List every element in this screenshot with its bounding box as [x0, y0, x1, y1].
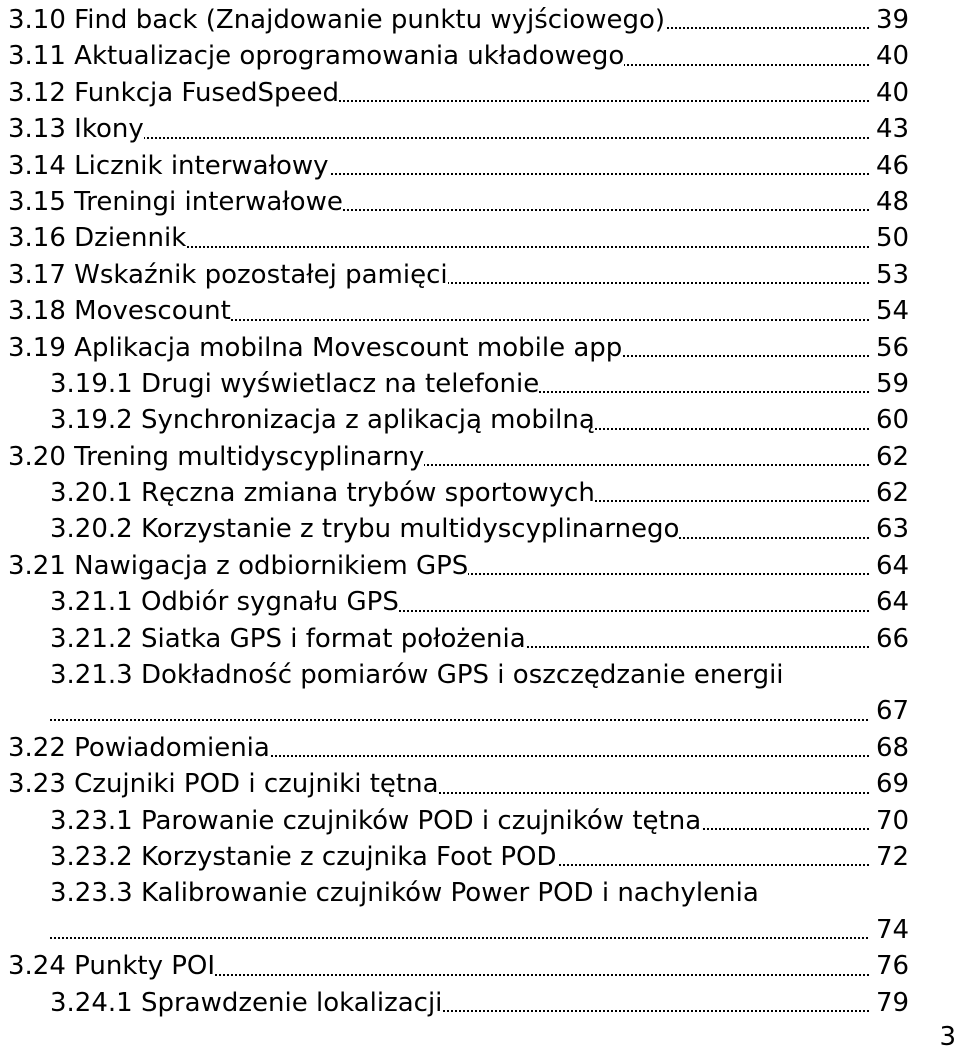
toc-entry-title: 3.11 Aktualizacje oprogramowania układowego: [8, 38, 624, 74]
toc-entry-page: 46: [870, 148, 928, 184]
toc-entry[interactable]: [8, 621, 928, 657]
toc-entry-page: 79: [870, 985, 928, 1021]
toc-entry-title: 3.24.1 Sprawdzenie lokalizacji: [8, 985, 442, 1021]
toc-entry[interactable]: [8, 766, 928, 802]
toc-entry[interactable]: [8, 257, 928, 293]
toc-entry-title: 3.10 Find back (Znajdowanie punktu wyjściowego): [8, 2, 665, 38]
toc-entry-page: 72: [870, 839, 928, 875]
toc-entry-title: 3.15 Treningi interwałowe: [8, 184, 343, 220]
toc-entry[interactable]: [8, 839, 928, 875]
toc-entry-title: 3.19.2 Synchronizacja z aplikacją mobilną: [8, 402, 595, 438]
toc-entry-page: 62: [870, 439, 928, 475]
toc-entry-page: 40: [870, 75, 928, 111]
toc-entry-title: 3.20.1 Ręczna zmiana trybów sportowych: [8, 475, 595, 511]
toc-entry-page: 74: [870, 912, 928, 948]
toc-entry[interactable]: [8, 803, 928, 839]
toc-entry[interactable]: [8, 330, 928, 366]
toc-entry-page: 48: [870, 184, 928, 220]
toc-entry-title: 3.22 Powiadomienia: [8, 730, 270, 766]
toc-entry-title: 3.13 Ikony: [8, 111, 144, 147]
toc-entry-page: 62: [870, 475, 928, 511]
toc-entry-title: 3.14 Licznik interwałowy: [8, 148, 329, 184]
toc-entry[interactable]: [8, 439, 928, 475]
toc-entry[interactable]: [8, 148, 928, 184]
toc-entry-page: 39: [870, 2, 928, 38]
toc-entry-page: 64: [870, 548, 928, 584]
toc-entry-page: 67: [870, 693, 928, 729]
toc-entry[interactable]: [8, 2, 928, 38]
toc-entry-title: 3.17 Wskaźnik pozostałej pamięci: [8, 257, 448, 293]
dot-leader: [50, 719, 872, 721]
toc-entry-page: 59: [870, 366, 928, 402]
toc-entry-title: 3.23.1 Parowanie czujników POD i czujników tętna: [8, 803, 701, 839]
dot-leader: [50, 937, 872, 939]
toc-entry-title: 3.21 Nawigacja z odbiornikiem GPS: [8, 548, 468, 584]
toc-entry[interactable]: [8, 75, 928, 111]
toc-entry[interactable]: [8, 948, 928, 984]
toc-entry-title: 3.23.3 Kalibrowanie czujników Power POD i nachylenia: [8, 875, 759, 911]
toc-entry-page: 53: [870, 257, 928, 293]
toc-entry[interactable]: [8, 220, 928, 256]
toc-entry-page: 60: [870, 402, 928, 438]
toc-entry-title: 3.23 Czujniki POD i czujniki tętna: [8, 766, 439, 802]
toc-entry-page: 76: [870, 948, 928, 984]
toc-entry-title: 3.21.2 Siatka GPS i format położenia: [8, 621, 526, 657]
toc-entry-page: 64: [870, 584, 928, 620]
toc-entry-title: 3.23.2 Korzystanie z czujnika Foot POD: [8, 839, 557, 875]
toc-entry[interactable]: [8, 111, 928, 147]
toc-entry-title: 3.16 Dziennik: [8, 220, 186, 256]
toc-entry[interactable]: [8, 548, 928, 584]
toc-entry[interactable]: [8, 730, 928, 766]
toc-entry-title: 3.12 Funkcja FusedSpeed: [8, 75, 339, 111]
toc-entry[interactable]: [8, 402, 928, 438]
page-number: 3: [939, 1022, 956, 1052]
toc-entry[interactable]: [8, 475, 928, 511]
toc-entry-title: 3.21.1 Odbiór sygnału GPS: [8, 584, 399, 620]
toc-entry-page: 50: [870, 220, 928, 256]
toc-entry-title: 3.18 Movescount: [8, 293, 231, 329]
toc-entry-title: 3.19.1 Drugi wyświetlacz na telefonie: [8, 366, 539, 402]
toc-entry[interactable]: [8, 38, 928, 74]
toc-entry-page: 63: [870, 511, 928, 547]
toc-entry-title: 3.21.3 Dokładność pomiarów GPS i oszczędzanie energii: [8, 657, 784, 693]
toc-entry[interactable]: [8, 366, 928, 402]
toc-entry-title: 3.20 Trening multidyscyplinarny: [8, 439, 424, 475]
toc-entry[interactable]: [8, 985, 928, 1021]
toc-entry[interactable]: [8, 511, 928, 547]
toc-entry-page: 40: [870, 38, 928, 74]
toc-entry[interactable]: [8, 584, 928, 620]
toc-entry[interactable]: [8, 184, 928, 220]
toc-entry[interactable]: [8, 293, 928, 329]
toc-entry-leader-line[interactable]: [8, 912, 928, 948]
toc-entry-page: 68: [870, 730, 928, 766]
table-of-contents: [8, 2, 928, 1021]
toc-entry-page: 54: [870, 293, 928, 329]
toc-entry-page: 69: [870, 766, 928, 802]
toc-entry[interactable]: [8, 657, 928, 693]
toc-entry-title: 3.20.2 Korzystanie z trybu multidyscyplinarnego: [8, 511, 679, 547]
toc-entry-page: 56: [870, 330, 928, 366]
toc-entry-page: 70: [870, 803, 928, 839]
toc-entry-page: 66: [870, 621, 928, 657]
toc-entry[interactable]: [8, 875, 928, 911]
toc-entry-title: 3.24 Punkty POI: [8, 948, 215, 984]
toc-entry-leader-line[interactable]: [8, 693, 928, 729]
toc-entry-title: 3.19 Aplikacja mobilna Movescount mobile app: [8, 330, 622, 366]
toc-entry-page: 43: [870, 111, 928, 147]
